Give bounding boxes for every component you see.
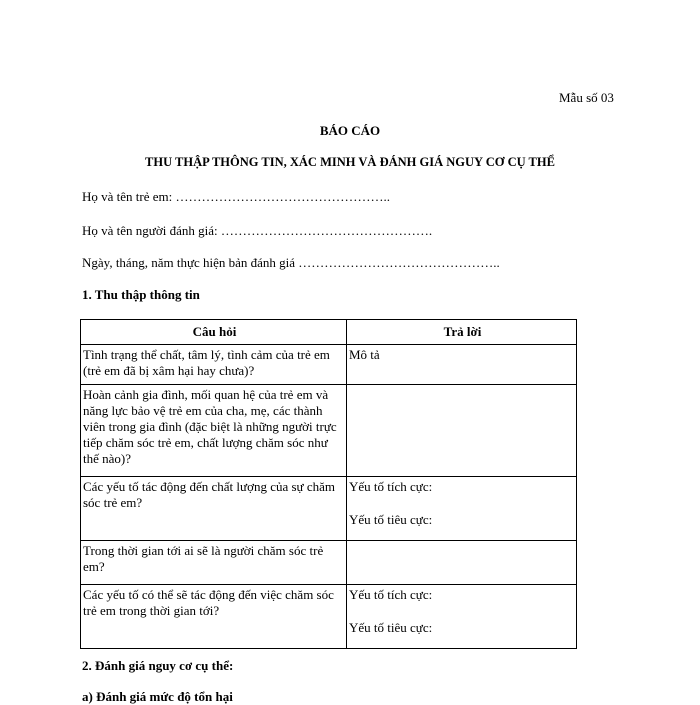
document-subtitle: THU THẬP THÔNG TIN, XÁC MINH VÀ ĐÁNH GIÁ NGUY CƠ CỤ THỂ [145, 155, 555, 169]
question-cell: Trong thời gian tới ai sẽ là người chăm sóc trẻ em? [81, 541, 347, 585]
answer-cell [347, 385, 577, 477]
positive-factors-label: Yếu tố tích cực: [349, 587, 433, 602]
document-title: BÁO CÁO [319, 123, 381, 138]
question-cell: Các yếu tố có thể sẽ tác động đến việc chăm sóc trẻ em trong thời gian tới? [81, 585, 347, 649]
question-cell: Hoàn cảnh gia đình, mối quan hệ của trẻ em và năng lực bảo vệ trẻ em của cha, mẹ, các thành viên trong gia đình (đặc biệt là những người trực tiếp chăm sóc trẻ em, chất lượng chăm sóc như thế nào)? [81, 385, 347, 477]
question-cell: Tình trạng thể chất, tâm lý, tình cảm của trẻ em (trẻ em đã bị xâm hại hay chưa)? [81, 345, 347, 385]
answer-cell [347, 541, 577, 585]
answer-cell [347, 477, 577, 541]
answer-cell [347, 585, 577, 649]
child-name-field: Họ và tên trẻ em: ………………………………………….. [82, 189, 390, 204]
table-row [81, 477, 577, 541]
negative-factors-label: Yếu tố tiêu cực: [349, 512, 433, 527]
table-row [81, 585, 577, 649]
column-header-answer: Trả lời [347, 320, 577, 345]
section-2-heading: 2. Đánh giá nguy cơ cụ thể: [82, 658, 234, 673]
answer-label: Mô tả [349, 347, 380, 362]
form-number: Mẫu số 03 [559, 90, 614, 105]
negative-factors-label: Yếu tố tiêu cực: [349, 620, 433, 635]
question-cell: Các yếu tố tác động đến chất lượng của sự chăm sóc trẻ em? [81, 477, 347, 541]
table-row [81, 345, 577, 385]
table-header-row [81, 320, 577, 345]
information-table [80, 319, 577, 649]
column-header-question: Câu hỏi [81, 320, 347, 345]
assessment-date-field: Ngày, tháng, năm thực hiện bản đánh giá ……………………………………….. [82, 255, 500, 270]
assessor-name-field: Họ và tên người đánh giá: …………………………………………. [82, 223, 433, 238]
positive-factors-label: Yếu tố tích cực: [349, 479, 433, 494]
answer-cell [347, 345, 577, 385]
table-row [81, 541, 577, 585]
section-2a-heading: a) Đánh giá mức độ tổn hại [82, 689, 233, 704]
table-row [81, 385, 577, 477]
section-1-heading: 1. Thu thập thông tin [82, 287, 200, 302]
